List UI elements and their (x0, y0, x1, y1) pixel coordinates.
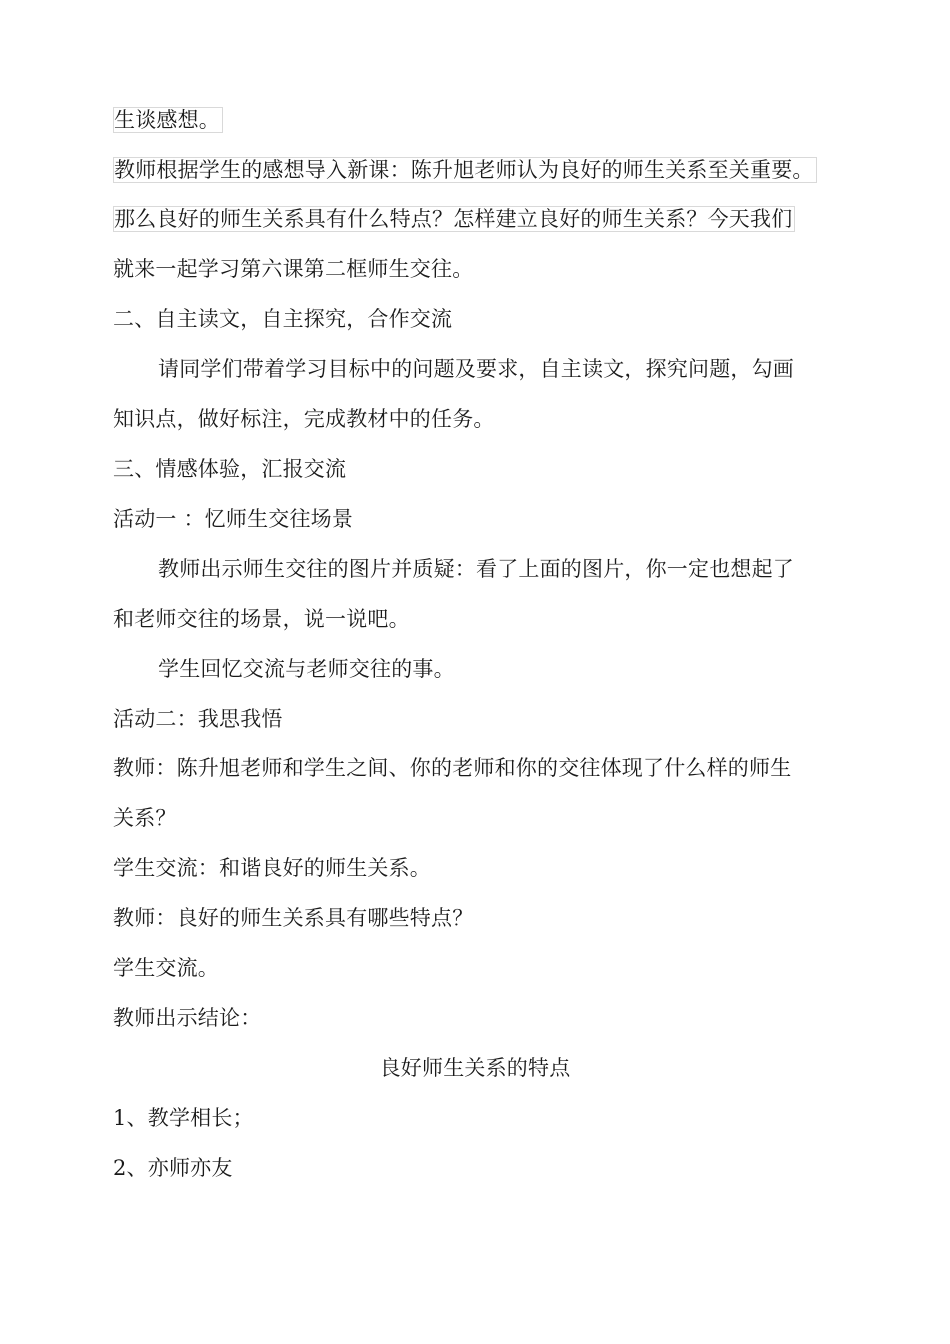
text-line: 教师：陈升旭老师和学生之间、你的老师和你的交往体现了什么样的师生 (113, 756, 792, 780)
text-line: 和老师交往的场景，说一说吧。 (113, 607, 410, 631)
text-line: 关系？ (113, 806, 177, 830)
text-line: 教师：良好的师生关系具有哪些特点？ (113, 906, 474, 930)
text-line: 知识点，做好标注，完成教材中的任务。 (113, 407, 495, 431)
activity-heading: 活动二：我思我悟 (113, 707, 283, 731)
highlighted-text: 生谈感想。 (113, 107, 223, 133)
text-line: 就来一起学习第六课第二框师生交往。 (113, 257, 474, 281)
text-line (113, 106, 223, 134)
text-line: 教师出示结论： (113, 1006, 262, 1030)
list-item: 2、亦师亦友 (113, 1156, 233, 1180)
text-line: 学生回忆交流与老师交往的事。 (158, 657, 455, 681)
section-heading: 三、情感体验，汇报交流 (113, 457, 347, 481)
highlighted-text: 教师根据学生的感想导入新课：陈升旭老师认为良好的师生关系至关重要。 (113, 157, 817, 183)
list-item: 1、教学相长； (113, 1106, 254, 1130)
text-line: 学生交流。 (113, 956, 219, 980)
text-line (113, 156, 817, 184)
text-line: 请同学们带着学习目标中的问题及要求，自主读文，探究问题，勾画 (158, 357, 794, 381)
activity-heading: 活动一 ：忆师生交往场景 (113, 507, 354, 531)
text-line: 学生交流：和谐良好的师生关系。 (113, 856, 431, 880)
text-line (113, 205, 795, 233)
centered-title: 良好师生关系的特点 (379, 1056, 571, 1080)
text-line: 教师出示师生交往的图片并质疑：看了上面的图片，你一定也想起了 (158, 557, 794, 581)
section-heading: 二、自主读文，自主探究，合作交流 (113, 307, 453, 331)
highlighted-text: 那么良好的师生关系具有什么特点？怎样建立良好的师生关系？今天我们 (113, 206, 795, 232)
